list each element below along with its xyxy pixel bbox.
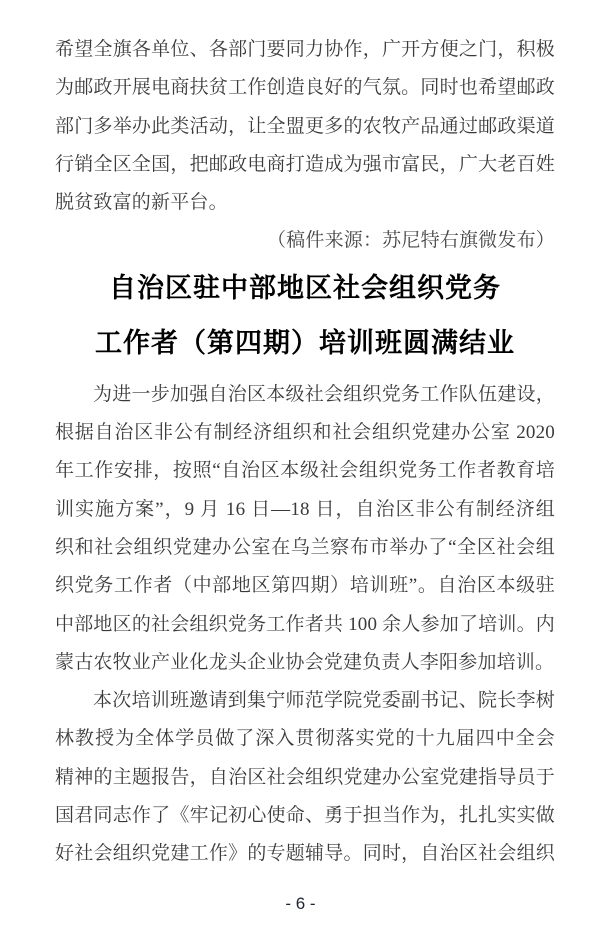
body-paragraph-1: [55, 376, 555, 682]
text-line: 好社会组织党建工作》的专题辅导。同时，自治区社会组织: [55, 843, 555, 865]
intro-paragraph: [55, 31, 555, 222]
text-line: 希望全旗各单位、各部门要同力协作，广开方便之门，积极: [55, 39, 555, 60]
text-line: 为进一步加强自治区本级社会组织党务工作队伍建设，: [93, 383, 555, 405]
page-body: [55, 31, 555, 874]
text-line: 林教授为全体学员做了深入贯彻落实党的十九届四中全会: [55, 728, 555, 750]
source-attribution: （稿件来源：苏尼特右旗微发布）: [266, 230, 555, 252]
text-line: 织和社会组织党建办公室在乌兰察布市举办了“全区社会组: [55, 536, 555, 558]
text-line: 年工作安排，按照“自治区本级社会组织党务工作者教育培: [55, 460, 555, 482]
text-line: 训实施方案”，9 月 16 日—18 日，自治区非公有制经济组: [55, 498, 555, 520]
text-line: 根据自治区非公有制经济组织和社会组织党建办公室 2020: [55, 422, 555, 444]
article-title-line1: 自治区驻中部地区社会组织党务: [109, 272, 501, 303]
text-line: 织党务工作者（中部地区第四期）培训班”。自治区本级驻: [55, 575, 555, 597]
text-line: 国君同志作了《牢记初心使命、勇于担当作为，扎扎实实做: [55, 805, 555, 827]
page-number: - 6 -: [285, 894, 316, 913]
text-line: 行销全区全国，把邮政电商打造成为强市富民，广大老百姓: [55, 153, 555, 175]
text-line: 中部地区的社会组织党务工作者共 100 余人参加了培训。内: [55, 613, 555, 635]
article-title-line2: 工作者（第四期）培训班圆满结业: [95, 327, 515, 358]
text-line: 脱贫致富的新平台。: [55, 192, 228, 214]
text-line: 本次培训班邀请到集宁师范学院党委副书记、院长李树: [93, 690, 555, 712]
text-line: 蒙古农牧业产业化龙头企业协会党建负责人李阳参加培训。: [55, 651, 555, 673]
text-line: 精神的主题报告，自治区社会组织党建办公室党建指导员于: [55, 766, 555, 788]
text-line: 为邮政开展电商扶贫工作创造良好的气氛。同时也希望邮政: [55, 77, 555, 99]
text-line: 部门多举办此类活动，让全盟更多的农牧产品通过邮政渠道: [55, 115, 555, 137]
body-paragraph-2: [55, 682, 555, 873]
article-title: [55, 261, 555, 371]
